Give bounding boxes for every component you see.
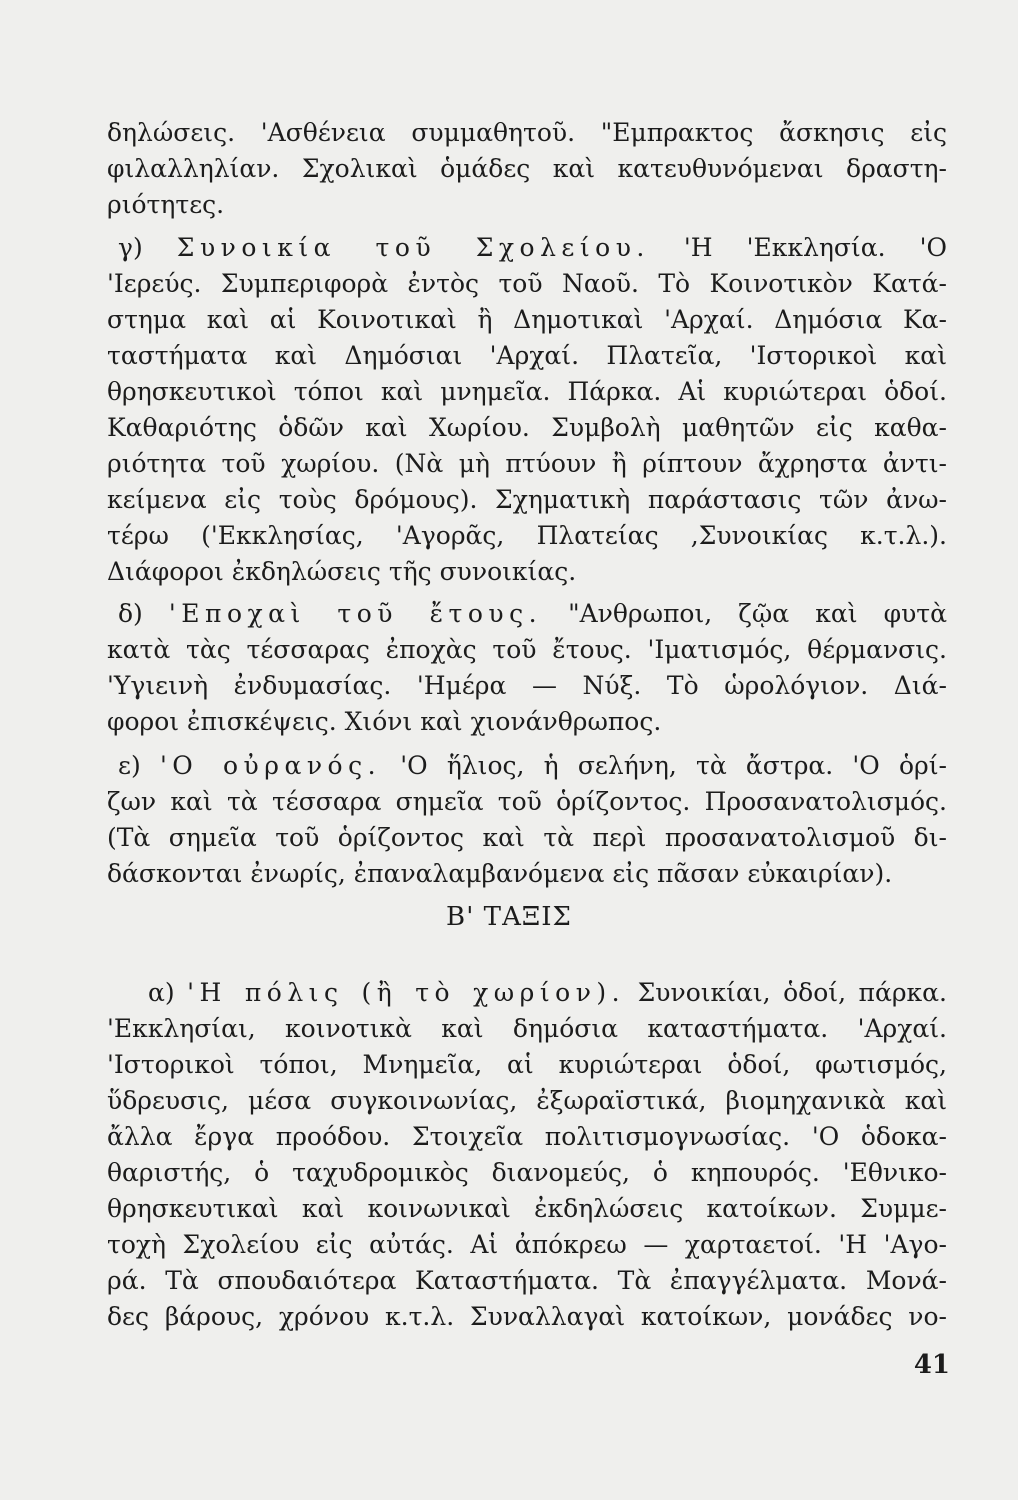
section-alpha-first-line [148,975,947,1011]
section-epsilon-first-line [118,748,947,784]
text-line: ρά. Τὰ σπουδαιότερα Καταστήματα. Τὰ ἐπαγγέλματα. Μονά- [107,1266,947,1295]
text-line: κατὰ τὰς τέσσαρας ἐποχὰς τοῦ ἔτους. 'Ιματισμός, θέρμανσις. [107,635,947,664]
text-run: "Ανθρωποι, ζῷα καὶ φυτὰ [542,599,948,628]
section-delta-first-line [118,596,947,632]
text-line: θρησκευτικοὶ τόποι καὶ μνημεῖα. Πάρκα. Αἱ κυριώτεραι ὁδοί. [107,377,947,406]
item-title: Συνοικία τοῦ Σχολείου. [176,233,650,262]
text-line: δηλώσεις. 'Ασθένεια συμμαθητοῦ. "Εμπρακτος ἄσκησις εἰς [107,118,947,147]
text-run: 'Η 'Εκκλησία. 'Ο [649,233,947,262]
text-line: στημα καὶ αἱ Κοινοτικαὶ ἢ Δημοτικαὶ 'Αρχαί. Δημόσια Κα- [107,305,947,334]
text-line: 'Εκκλησίαι, κοινοτικὰ καὶ δημόσια καταστήματα. 'Αρχαί. [107,1014,947,1043]
text-line: ριότητες. [107,190,225,219]
text-line: τοχὴ Σχολείου εἰς αὐτάς. Αἱ ἀπόκρεω — χαρταετοί. 'Η 'Αγο- [107,1230,947,1259]
text-line: ἄλλα ἔργα προόδου. Στοιχεῖα πολιτισμογνωσίας. 'Ο ὁδοκα- [107,1122,947,1151]
text-line: 'Υγιεινὴ ἐνδυμασίας. 'Ημέρα — Νύξ. Τὸ ὡρολόγιον. Διά- [107,671,947,700]
item-marker: δ) [118,599,143,628]
item-marker: γ) [118,233,143,262]
text-line: 'Ιστορικοὶ τόποι, Μνημεῖα, αἱ κυριώτεραι ὁδοί, φωτισμός, [107,1050,947,1079]
text-line: φοροι ἐπισκέψεις. Χιόνι καὶ χιονάνθρωπος. [107,707,662,736]
text-run: 'Ο ἥλιος, ἡ σελήνη, τὰ ἄστρα. 'Ο ὁρί- [381,751,948,780]
page-number: 41 [913,1350,950,1380]
text-line: φιλαλληλίαν. Σχολικαὶ ὁμάδες καὶ κατευθυνόμεναι δραστη- [107,154,947,183]
item-title: 'Η πόλις (ἢ τὸ χωρίον). [187,978,626,1007]
section-gamma-first-line [118,230,947,266]
text-line: 'Ιερεύς. Συμπεριφορὰ ἐντὸς τοῦ Ναοῦ. Τὸ Κοινοτικὸν Κατά- [107,269,947,298]
item-marker: α) [148,978,175,1007]
text-line: ταστήματα καὶ Δημόσιαι 'Αρχαί. Πλατεῖα, 'Ιστορικοὶ καὶ [107,341,947,370]
item-marker: ε) [118,751,141,780]
item-title: 'Εποχαὶ τοῦ ἔτους. [168,599,543,628]
text-line: ζων καὶ τὰ τέσσαρα σημεῖα τοῦ ὁρίζοντος. Προσανατολισμός. [107,787,947,816]
text-line: κείμενα εἰς τοὺς δρόμους). Σχηματικὴ παράστασις τῶν ἀνω- [107,485,947,514]
text-line: Καθαριότης ὁδῶν καὶ Χωρίου. Συμβολὴ μαθητῶν εἰς καθα- [107,413,947,442]
text-line: θρησκευτικαὶ καὶ κοινωνικαὶ ἐκδηλώσεις κατοίκων. Συμμε- [107,1194,947,1223]
text-line: τέρω ('Εκκλησίας, 'Αγορᾶς, Πλατείας ,Συνοικίας κ.τ.λ.). [107,521,947,550]
text-line: Διάφοροι ἐκδηλώσεις τῆς συνοικίας. [107,557,577,586]
text-line: δάσκονται ἐνωρίς, ἐπαναλαμβανόμενα εἰς πᾶσαν εὐκαιρίαν). [107,859,893,888]
text-run: Συνοικίαι, ὁδοί, πάρκα. [625,978,947,1007]
text-line: ὕδρευσις, μέσα συγκοινωνίας, ἐξωραϊστικά, βιομηχανικὰ καὶ [107,1086,947,1115]
text-line: θαριστής, ὁ ταχυδρομικὸς διανομεύς, ὁ κηπουρός. 'Εθνικο- [107,1158,947,1187]
text-line: ριότητα τοῦ χωρίου. (Νὰ μὴ πτύουν ἢ ρίπτουν ἄχρηστα ἀντι- [107,449,947,478]
section-heading: Β' ΤΑΞΙΣ [446,902,572,932]
text-line: (Τὰ σημεῖα τοῦ ὁρίζοντος καὶ τὰ περὶ προσανατολισμοῦ δι- [107,823,947,852]
text-line: δες βάρους, χρόνου κ.τ.λ. Συναλλαγαὶ κατοίκων, μονάδες νο- [107,1302,947,1331]
item-title: 'Ο οὐρανός. [159,751,382,780]
